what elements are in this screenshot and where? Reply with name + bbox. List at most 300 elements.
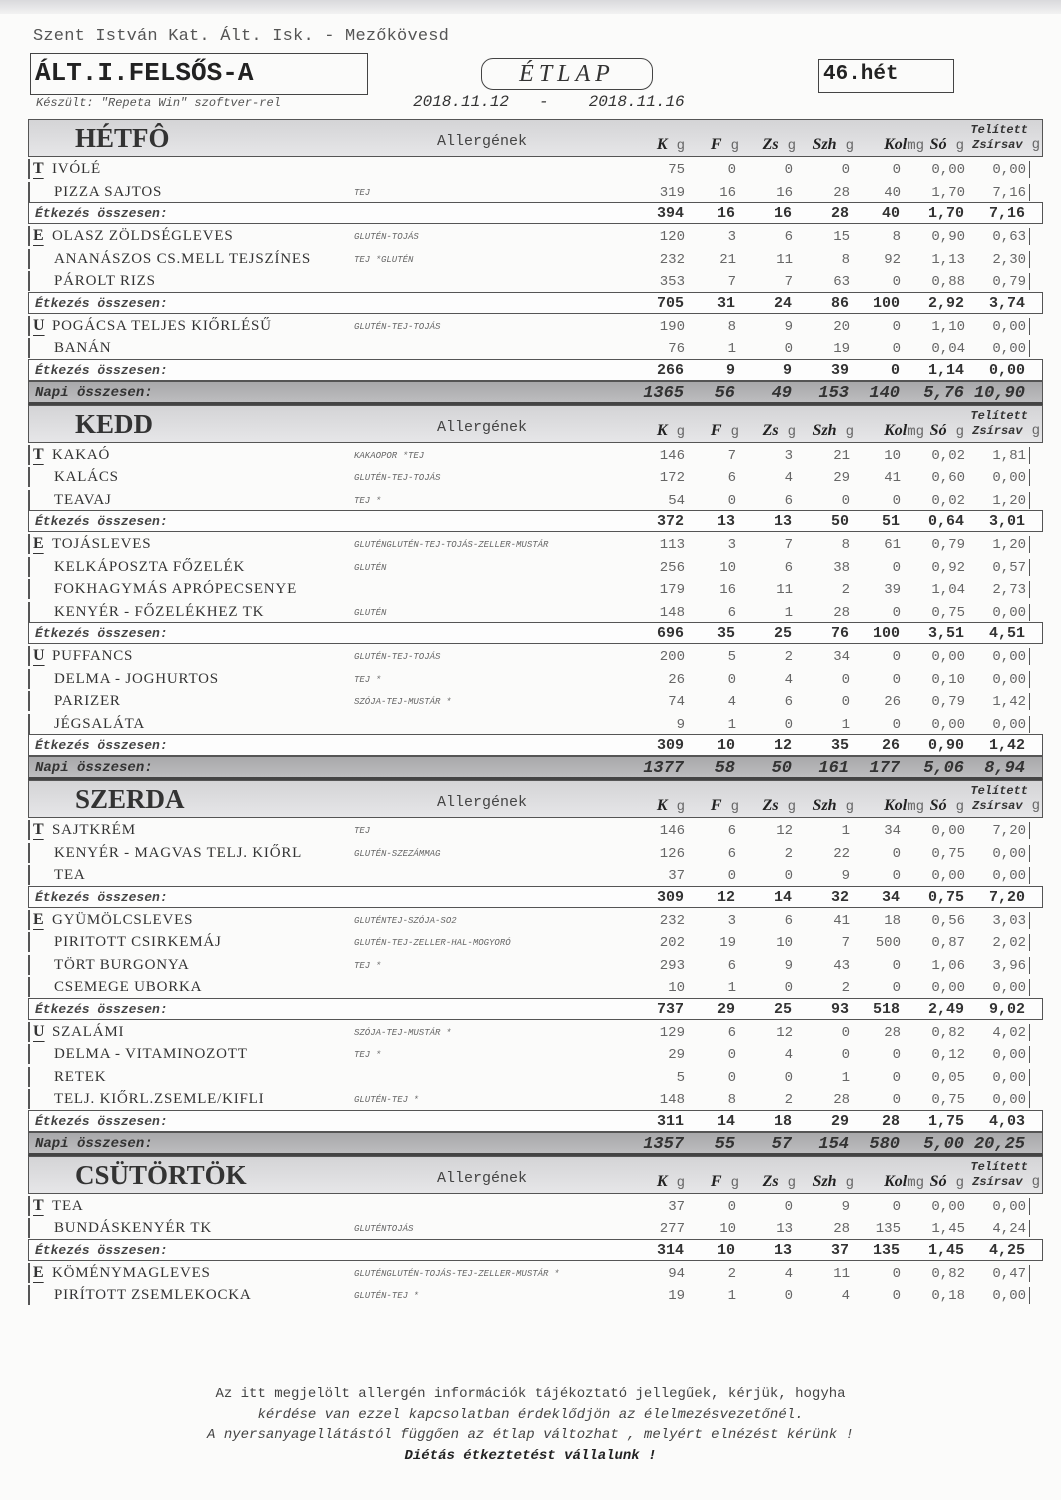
menu-item-row (28, 488, 1043, 511)
day-total-value: 1357 (643, 1134, 684, 1154)
dish-allergens: TEJ * (354, 960, 382, 971)
right-rule (1029, 604, 1031, 621)
col-header (657, 1173, 685, 1191)
nutrient-value: 0 (784, 1198, 793, 1215)
col-header (711, 797, 739, 815)
col-header-satfat-top: Telített (970, 784, 1028, 798)
left-rule (28, 691, 30, 711)
day-total-value: 140 (869, 383, 900, 403)
col-unit: g (955, 138, 964, 154)
nutrient-value: 3 (784, 447, 793, 464)
nutrient-value: 0,12 (931, 1047, 965, 1063)
nutrient-value: 2,02 (992, 935, 1026, 951)
nutrient-value: 0 (841, 1047, 850, 1063)
menu-item-row (28, 336, 1043, 359)
nutrient-value: 256 (659, 559, 685, 576)
nutrient-value: 0,79 (992, 274, 1026, 290)
dish-name: RETEK (54, 1068, 107, 1085)
footer-line-1: Az itt megjelölt allergén információk tájékoztató jellegűek, kérjük, hogyha (215, 1386, 846, 1402)
dish-allergens: GLUTÉN-TOJÁS (354, 232, 419, 242)
nutrient-value: 8 (727, 318, 736, 335)
nutrient-value: 0,00 (992, 1092, 1026, 1108)
nutrient-value: 19 (668, 1288, 685, 1304)
nutrient-value: 26 (884, 694, 901, 710)
menu-item-row (28, 1261, 1043, 1284)
nutrient-value: 0,00 (992, 980, 1026, 996)
nutrient-value: 3 (727, 229, 736, 245)
dish-allergens: GLUTÉN (354, 562, 387, 573)
nutrient-value: 0 (892, 318, 901, 335)
col-unit: g (1031, 1173, 1040, 1190)
meal-total-value: 7,16 (988, 205, 1025, 222)
nutrient-value: 6 (727, 845, 736, 862)
meal-total-value: 13 (773, 1241, 792, 1259)
dish-allergens: GLUTÉN (354, 607, 387, 618)
left-rule (28, 445, 30, 465)
left-rule (28, 1022, 30, 1042)
menu-item-row (28, 314, 1043, 337)
meal-total-value: 309 (656, 737, 684, 754)
left-rule (28, 932, 30, 952)
nutrient-value: 500 (875, 935, 901, 951)
meal-total-value: 10 (716, 737, 735, 754)
menu-title: ÉTLAP (481, 58, 653, 90)
nutrient-value: 29 (833, 470, 850, 486)
col-unit: g (1031, 422, 1040, 439)
right-rule (1029, 184, 1031, 201)
col-unit: mg (907, 138, 924, 154)
footer-line-4: Diétás étkeztetést vállalunk ! (404, 1447, 657, 1464)
meal-code: T (33, 821, 44, 838)
col-header (930, 797, 964, 815)
meal-total-value: 0,00 (988, 361, 1025, 379)
right-rule (1029, 912, 1031, 929)
nutrient-value: 10 (776, 935, 793, 951)
nutrient-value: 1 (841, 716, 850, 733)
col-unit: g (730, 138, 739, 154)
meal-total-label: Étkezés összesen: (35, 738, 168, 753)
left-rule (28, 467, 30, 487)
menu-item-row (28, 224, 1043, 247)
meal-total-value: 1,70 (927, 205, 964, 222)
meal-total-value: 28 (881, 1112, 900, 1130)
meal-total-value: 266 (656, 361, 684, 379)
nutrient-value: 0 (727, 1198, 736, 1215)
day-name: HÉTFÔ (75, 123, 170, 153)
nutrient-value: 0 (892, 671, 901, 688)
right-rule (1029, 693, 1031, 710)
left-rule (28, 820, 30, 840)
meal-total-value: 4,51 (988, 625, 1025, 642)
right-rule (1029, 671, 1031, 688)
dish-name: KELKÁPOSZTA FŐZELÉK (54, 558, 246, 575)
nutrient-value: 28 (833, 184, 850, 201)
nutrient-value: 11 (776, 251, 793, 268)
allergens-header: Allergének (437, 133, 528, 150)
nutrient-value: 0 (892, 1288, 901, 1304)
nutrient-value: 0 (892, 845, 901, 862)
nutrient-value: 8 (841, 251, 850, 268)
meal-total-value: 29 (716, 1000, 735, 1018)
dish-allergens: GLUTÉN-TEJ-TOJÁS (354, 652, 441, 662)
meal-code: T (33, 160, 44, 177)
nutrient-value: 4 (784, 1265, 793, 1282)
right-rule (1029, 845, 1031, 862)
dish-allergens: GLUTÉNTOJÁS (354, 1224, 414, 1234)
nutrient-value: 4 (784, 470, 793, 486)
right-rule (1029, 979, 1031, 996)
nutrient-value: 16 (719, 582, 736, 598)
meal-total-value: 35 (830, 737, 849, 754)
menu-item-row (28, 863, 1043, 886)
nutrient-value: 20 (833, 318, 850, 335)
dish-allergens: TEJ * (354, 495, 382, 506)
day-total-value: 49 (771, 383, 792, 403)
meal-total-label: Étkezés összesen: (35, 295, 168, 311)
menu-item-row (28, 465, 1043, 488)
col-key: Szh (812, 797, 837, 814)
day-total-value: 177 (869, 759, 900, 778)
dish-name: PUFFANCS (52, 648, 134, 664)
meal-total-value: 518 (872, 1000, 900, 1018)
nutrient-value: 8 (727, 1092, 736, 1108)
nutrient-value: 0 (841, 492, 850, 509)
nutrient-value: 0,00 (992, 649, 1026, 665)
date-to: 2018.11.16 (588, 93, 685, 111)
day-total-value: 20,25 (973, 1134, 1025, 1154)
menu-item-row (28, 818, 1043, 841)
menu-table (28, 119, 1043, 1306)
day-total-value: 58 (714, 759, 735, 778)
nutrient-value: 0,00 (992, 1047, 1026, 1063)
nutrient-value: 34 (884, 823, 901, 839)
nutrient-value: 9 (841, 1198, 850, 1215)
dish-name: PÁROLT RIZS (54, 273, 156, 289)
menu-item-row (28, 1216, 1043, 1239)
nutrient-value: 2,73 (992, 582, 1026, 598)
col-unit: g (955, 1174, 964, 1191)
nutrient-value: 0,00 (992, 318, 1026, 335)
nutrient-value: 200 (659, 649, 685, 665)
nutrient-value: 0,57 (992, 559, 1026, 576)
left-rule (28, 226, 30, 246)
right-rule (1029, 447, 1031, 464)
nutrient-value: 0 (892, 1092, 901, 1108)
nutrient-value: 43 (833, 957, 850, 974)
left-rule (28, 1196, 30, 1216)
menu-item-row (28, 269, 1043, 292)
right-rule (1029, 273, 1031, 290)
meal-total-row (28, 510, 1043, 532)
nutrient-value: 0,00 (992, 604, 1026, 621)
nutrient-value: 0,10 (931, 671, 965, 688)
nutrient-value: 22 (833, 845, 850, 862)
nutrient-value: 0 (727, 1069, 736, 1086)
col-key: Só (929, 1172, 947, 1190)
nutrient-value: 3 (727, 912, 736, 929)
meal-total-label: Étkezés összesen: (35, 1113, 168, 1129)
left-rule (28, 843, 30, 863)
nutrient-value: 0 (892, 162, 901, 178)
col-header (763, 797, 796, 815)
col-key: K (656, 136, 668, 153)
meal-total-value: 76 (830, 625, 849, 642)
day-total-value: 55 (714, 1134, 735, 1154)
nutrient-value: 1,20 (992, 492, 1026, 509)
menu-item-row (28, 555, 1043, 578)
nutrient-value: 0 (841, 671, 850, 688)
col-unit: g (676, 423, 685, 440)
left-rule (28, 714, 30, 734)
nutrient-value: 1,45 (931, 1221, 965, 1237)
nutrient-value: 0 (727, 162, 736, 178)
meal-total-value: 39 (830, 361, 849, 379)
nutrient-value: 4 (784, 671, 793, 688)
menu-item-row (28, 930, 1043, 953)
day-total-value: 5,06 (923, 759, 964, 778)
left-rule (28, 579, 30, 599)
col-unit: g (730, 423, 739, 440)
right-rule (1029, 1046, 1031, 1063)
nutrient-value: 16 (719, 184, 736, 201)
left-rule (28, 1218, 30, 1238)
meal-total-value: 9,02 (988, 1000, 1025, 1018)
col-unit: mg (907, 799, 924, 815)
nutrient-value: 0,00 (992, 341, 1026, 357)
nutrient-value: 148 (659, 604, 685, 621)
meal-code: U (33, 1022, 45, 1040)
nutrient-value: 0 (892, 1069, 901, 1086)
menu-item-row (28, 1194, 1043, 1217)
col-unit: mg (907, 423, 924, 440)
meal-total-value: 37 (830, 1241, 849, 1259)
nutrient-value: 21 (719, 251, 736, 268)
left-rule (28, 646, 30, 666)
nutrient-value: 1,13 (931, 251, 965, 268)
menu-item-row (28, 841, 1043, 864)
col-key: Kol (884, 136, 908, 153)
nutrient-value: 0 (892, 492, 901, 509)
nutrient-value: 26 (668, 671, 685, 688)
dish-name: BUNDÁSKENYÉR TK (54, 1220, 212, 1236)
nutrient-value: 1 (784, 604, 793, 621)
col-header (657, 422, 685, 440)
dish-name: TÖRT BURGONYA (54, 956, 190, 973)
dish-name: KENYÉR - MAGVAS TELJ. KIŐRL (54, 844, 303, 861)
col-header (657, 797, 685, 815)
nutrient-value: 0,18 (931, 1288, 965, 1304)
nutrient-value: 0,05 (931, 1069, 965, 1086)
meal-total-value: 3,51 (927, 625, 964, 642)
dish-name: OLASZ ZÖLDSÉGLEVES (52, 228, 234, 244)
nutrient-value: 1 (841, 823, 850, 839)
nutrient-value: 0 (841, 162, 850, 178)
meal-total-row (28, 202, 1043, 224)
nutrient-value: 190 (659, 318, 685, 335)
nutrient-value: 0,87 (931, 935, 965, 951)
meal-total-value: 18 (773, 1112, 792, 1130)
menu-item-row (28, 1042, 1043, 1065)
meal-total-row (28, 1239, 1043, 1261)
nutrient-value: 3,03 (992, 912, 1026, 929)
nutrient-value: 94 (668, 1265, 685, 1282)
day-total-value: 57 (771, 1134, 792, 1154)
nutrient-value: 2 (784, 1092, 793, 1108)
right-rule (1029, 648, 1031, 665)
nutrient-value: 0 (892, 1198, 901, 1215)
nutrient-value: 0 (892, 341, 901, 357)
meal-total-value: 35 (716, 625, 735, 642)
meal-total-value: 0,64 (927, 513, 964, 530)
nutrient-value: 0 (892, 559, 901, 576)
nutrient-value: 54 (668, 492, 685, 509)
col-key: K (656, 1172, 668, 1190)
dish-name: TEA (54, 867, 86, 883)
right-rule (1029, 867, 1031, 884)
col-key: Zsírsav (972, 799, 1023, 813)
menu-item-row (28, 1283, 1043, 1306)
nutrient-value: 0,00 (992, 1069, 1026, 1086)
col-key: Zsírsav (972, 1174, 1023, 1189)
nutrient-value: 10 (668, 980, 685, 996)
nutrient-value: 0,47 (992, 1265, 1026, 1282)
nutrient-value: 120 (659, 229, 685, 245)
nutrient-value: 28 (833, 604, 850, 621)
meal-total-value: 0,90 (927, 737, 964, 754)
dish-allergens: TEJ (354, 187, 371, 198)
meal-code: E (33, 227, 44, 244)
left-rule (28, 865, 30, 885)
col-header-satfat-top: Telített (970, 123, 1028, 137)
nutrient-value: 12 (776, 823, 793, 839)
nutrient-value: 126 (659, 845, 685, 862)
nutrient-value: 0 (841, 694, 850, 710)
menu-item-row (28, 689, 1043, 712)
nutrient-value: 4 (841, 1288, 850, 1304)
nutrient-value: 4,02 (992, 1024, 1026, 1041)
right-rule (1029, 469, 1031, 486)
right-rule (1029, 251, 1031, 268)
meal-total-value: 100 (872, 625, 900, 642)
nutrient-value: 2 (727, 1265, 736, 1282)
nutrient-value: 1 (841, 1069, 850, 1086)
dish-allergens: GLUTÉNGLUTÉN-TEJ-TOJÁS-ZELLER-MUSTÁR (354, 540, 549, 550)
dish-name: KÖMÉNYMAGLEVES (52, 1264, 211, 1281)
dish-allergens: TEJ * (354, 1050, 382, 1060)
nutrient-value: 0 (727, 868, 736, 884)
col-key: Szh (812, 421, 837, 439)
nutrient-value: 146 (659, 823, 685, 839)
nutrient-value: 0 (784, 868, 793, 884)
nutrient-value: 0 (892, 1047, 901, 1063)
dish-name: PIRITOTT CSIRKEMÁJ (54, 934, 222, 950)
meal-total-value: 394 (656, 205, 684, 222)
col-header (763, 422, 796, 440)
col-key: Zs (762, 136, 779, 153)
footer-notice (0, 1384, 1061, 1466)
meal-code: E (33, 910, 44, 928)
left-rule (28, 182, 30, 202)
dish-name: KAKAÓ (52, 446, 111, 463)
meal-total-value: 135 (872, 1241, 900, 1259)
nutrient-value: 1 (727, 341, 736, 357)
nutrient-value: 9 (784, 957, 793, 974)
dish-allergens: GLUTÉN-TEJ-ZELLER-HAL-MOGYORÓ (354, 938, 511, 948)
col-header (930, 1173, 964, 1191)
nutrient-value: 9 (784, 318, 793, 335)
meal-code: U (33, 316, 45, 334)
meal-total-value: 0,75 (927, 888, 964, 906)
day-total-row (28, 1132, 1043, 1156)
col-header (711, 136, 739, 154)
date-range (413, 93, 685, 111)
nutrient-value: 0,00 (992, 845, 1026, 862)
dish-name: ANANÁSZOS CS.MELL TEJSZÍNES (54, 250, 312, 267)
nutrient-value: 2 (784, 649, 793, 665)
nutrient-value: 6 (784, 694, 793, 710)
nutrient-value: 5 (676, 1069, 685, 1086)
dish-name: SZALÁMI (52, 1023, 125, 1040)
menu-item-row (28, 975, 1043, 998)
meal-total-row (28, 292, 1043, 314)
meal-total-row (28, 734, 1043, 756)
meal-total-label: Étkezés összesen: (35, 362, 168, 378)
left-rule (28, 1067, 30, 1087)
nutrient-value: 113 (659, 537, 685, 553)
week-box: 46.hét (818, 59, 954, 93)
col-header (813, 797, 854, 815)
menu-item-row (28, 180, 1043, 203)
nutrient-value: 202 (659, 935, 685, 951)
left-rule (28, 534, 30, 554)
nutrient-value: 0,04 (931, 341, 965, 357)
nutrient-value: 0,75 (931, 604, 965, 621)
meal-total-value: 7,20 (988, 888, 1025, 906)
meal-total-value: 25 (773, 625, 792, 642)
right-rule (1029, 161, 1031, 178)
dish-allergens: GLUTÉNGLUTÉN-TOJÁS-TEJ-ZELLER-MUSTÁR * (354, 1268, 560, 1279)
left-rule (28, 338, 30, 358)
dish-name: CSEMEGE UBORKA (54, 979, 203, 995)
nutrient-value: 232 (659, 251, 685, 268)
dish-allergens: GLUTÉN-TEJ * (354, 1095, 419, 1105)
nutrient-value: 1,42 (992, 694, 1026, 710)
school-name: Szent István Kat. Ált. Isk. - Mezőkövesd (33, 27, 450, 46)
right-rule (1029, 1220, 1031, 1237)
meal-total-value: 50 (830, 513, 849, 530)
meal-total-value: 34 (881, 888, 900, 906)
right-rule (1029, 340, 1031, 357)
nutrient-value: 0 (892, 1265, 901, 1282)
col-key: K (656, 797, 668, 814)
col-header-satfat-top: Telített (970, 1159, 1028, 1174)
meal-total-value: 16 (716, 205, 735, 222)
menu-item-row (28, 532, 1043, 555)
dish-name: BANÁN (54, 340, 112, 356)
nutrient-value: 8 (892, 229, 901, 245)
col-header (763, 1173, 796, 1191)
meal-total-value: 14 (773, 888, 792, 906)
col-unit: g (676, 138, 685, 154)
nutrient-value: 74 (668, 694, 685, 710)
nutrient-value: 6 (727, 470, 736, 486)
right-rule (1029, 318, 1031, 335)
nutrient-value: 29 (668, 1047, 685, 1063)
nutrient-value: 0,82 (931, 1024, 965, 1041)
col-unit: g (676, 1174, 685, 1191)
col-key: F (710, 421, 722, 439)
left-rule (28, 955, 30, 975)
